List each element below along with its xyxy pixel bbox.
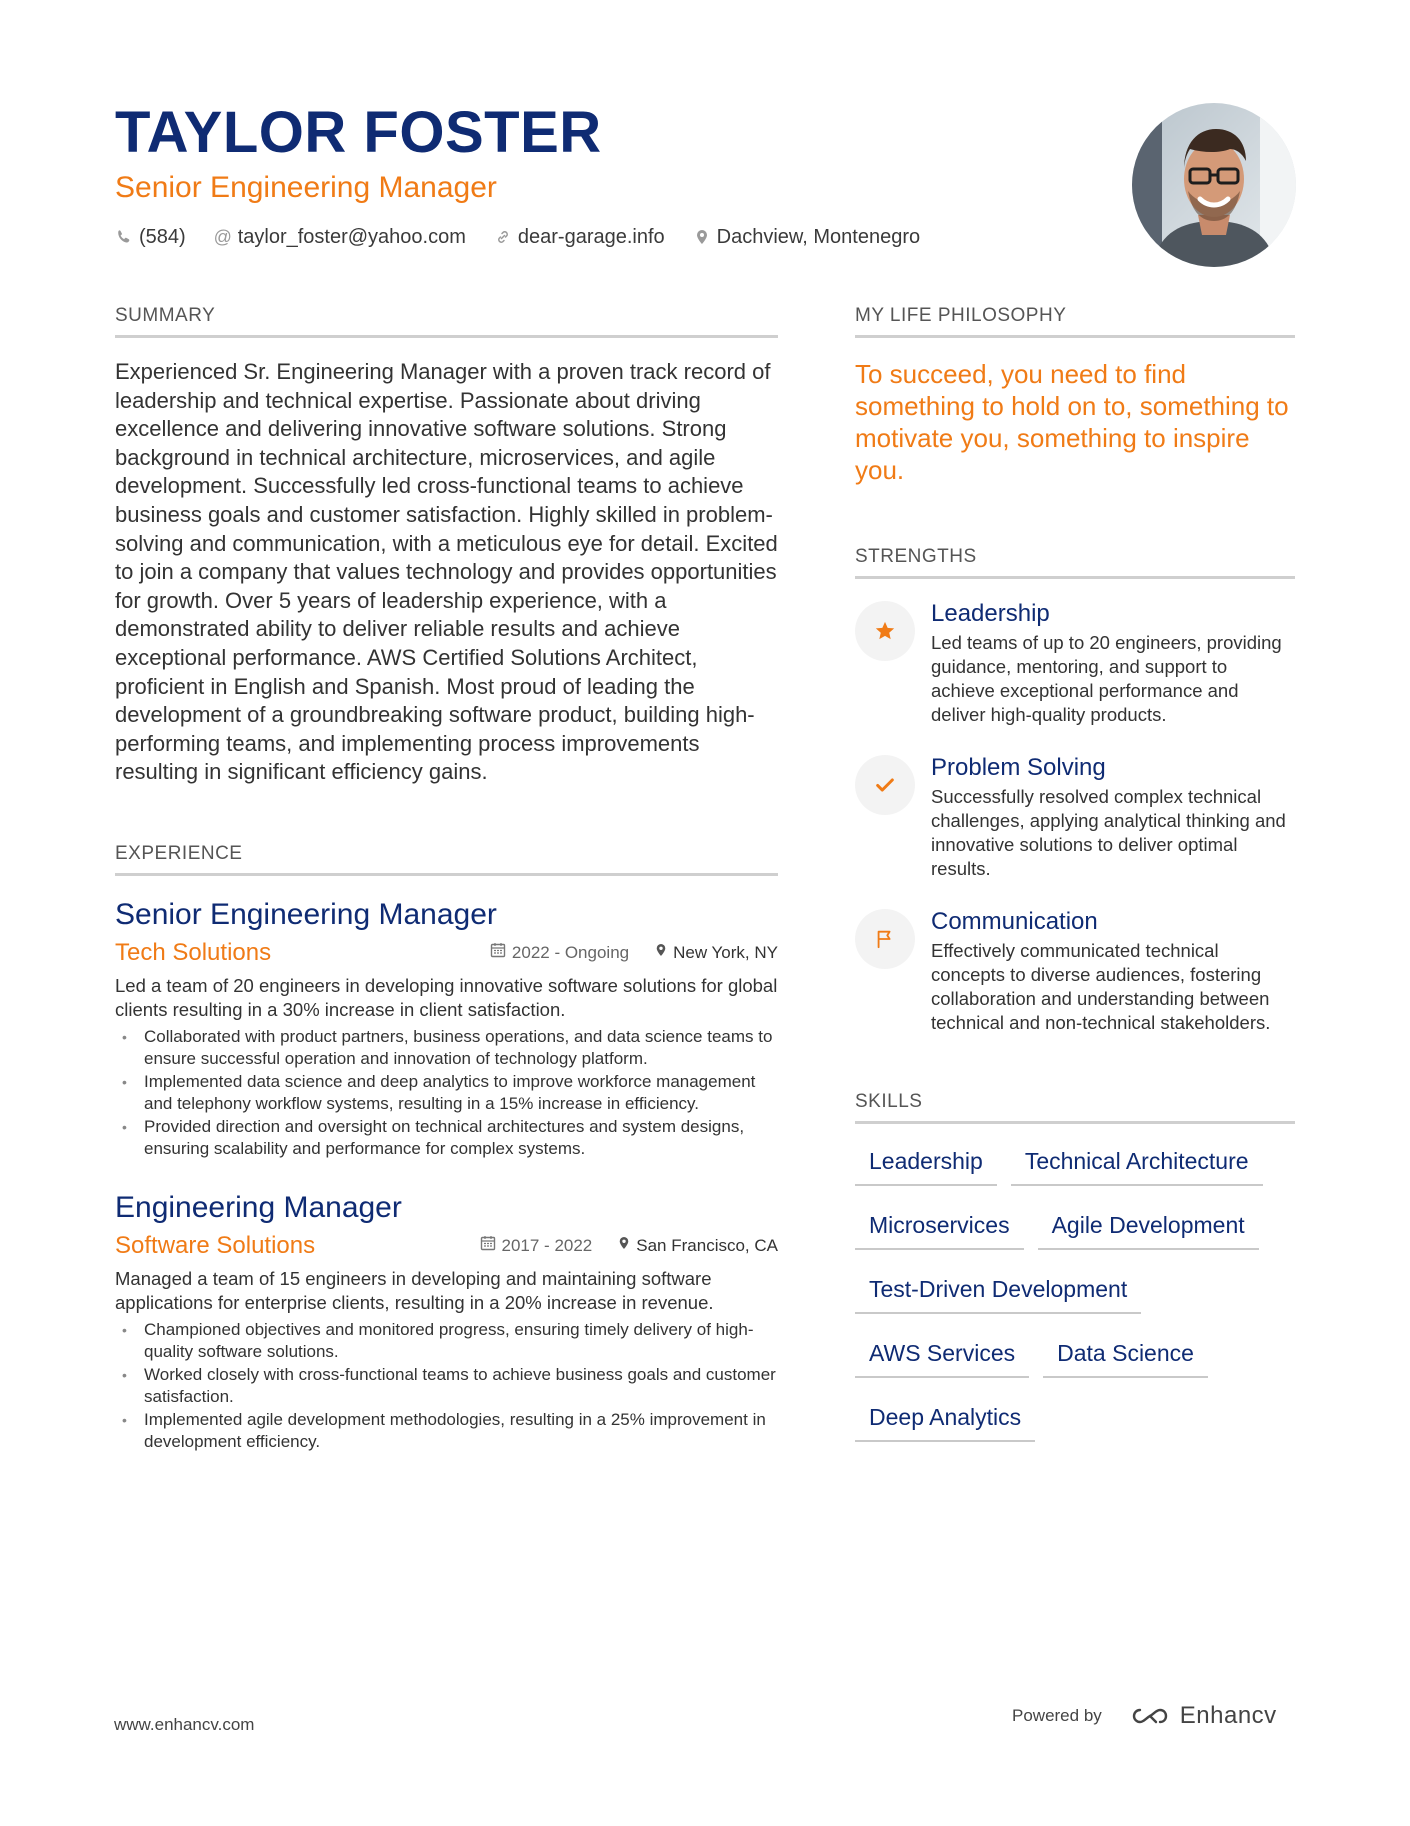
avatar	[1132, 103, 1296, 267]
skill-tag: AWS Services	[855, 1332, 1029, 1378]
contact-phone[interactable]	[115, 224, 186, 250]
enhancv-logo	[1128, 1702, 1277, 1730]
strength-item	[855, 753, 1295, 881]
strength-item	[855, 907, 1295, 1035]
job-meta	[480, 1235, 778, 1256]
skills-list	[855, 1140, 1295, 1460]
bullet-item: • Championed objectives and monitored progress, ensuring timely delivery of high-quality software solutions.	[115, 1319, 778, 1364]
skill-tag: Data Science	[1043, 1332, 1208, 1378]
brand-name: Enhancv	[1179, 1702, 1277, 1729]
job-description: Managed a team of 15 engineers in developing and maintaining software applications for enterprise clients, resulting in a 20% increase in revenue.	[115, 1267, 714, 1313]
bullet-item: • Implemented data science and deep analytics to improve workforce management and telephony workflow systems, resulting in a 15% increase in efficiency.	[115, 1071, 778, 1116]
contact-bar	[115, 224, 1295, 250]
job-dates: 2017 - 2022	[501, 1235, 593, 1255]
right-column	[855, 303, 1295, 1460]
website-text: dear-garage.info	[517, 226, 665, 248]
location-text: Dachview, Montenegro	[716, 226, 921, 248]
bullet-item: • Worked closely with cross-functional teams to achieve business goals and customer satisfaction.	[115, 1364, 778, 1409]
company-name: Tech Solutions	[115, 938, 272, 966]
bullet-item: • Provided direction and oversight on technical architectures and system designs, ensuring scalability and performance for complex systems.	[115, 1116, 778, 1161]
phone-icon	[115, 229, 133, 245]
skills-section	[855, 1089, 1295, 1460]
job-bullets	[115, 1026, 778, 1161]
link-icon	[494, 229, 512, 245]
star-icon	[855, 601, 915, 661]
strengths-heading: STRENGTHS	[855, 544, 1295, 579]
contact-location	[693, 224, 920, 250]
skill-tag: Test-Driven Development	[855, 1268, 1141, 1314]
skill-tag: Deep Analytics	[855, 1396, 1035, 1442]
job-location: New York, NY	[673, 942, 778, 962]
left-column	[115, 303, 778, 1454]
strength-title: Communication	[931, 908, 1098, 935]
philosophy-section	[855, 303, 1295, 486]
contact-website[interactable]	[494, 224, 665, 250]
experience-heading: EXPERIENCE	[115, 841, 778, 876]
job-location: San Francisco, CA	[636, 1235, 778, 1255]
job-meta-row	[115, 938, 778, 968]
at-sign-icon: @	[213, 227, 232, 247]
location-pin-icon	[693, 229, 711, 245]
summary-section	[115, 303, 778, 787]
skill-tag: Agile Development	[1038, 1204, 1259, 1250]
summary-text: Experienced Sr. Engineering Manager with a proven track record of leadership and technical expertise. Passionate about driving excellence and delivering innovative software solutions. Strong background in technical architecture, microservices, and agile development. Successfully led cross-functional teams to achieve business goals and customer satisfaction. Highly skilled in problem-solving and communication, with a meticulous eye for detail. Excited to join a company that values technology and provides opportunities for growth. Over 5 years of leadership experience, with a demonstrated ability to deliver reliable results and achieve exceptional performance. AWS Certified Solutions Architect, proficient in English and Spanish. Most proud of leading the development of a groundbreaking software product, building high-performing teams, and implementing process improvements resulting in significant efficiency gains.	[115, 359, 778, 785]
strength-description: Effectively communicated technical concepts to diverse audiences, fostering collaboration and understanding between technical and non-technical stakeholders.	[931, 940, 1271, 1033]
strength-title: Problem Solving	[931, 754, 1106, 781]
candidate-title: Senior Engineering Manager	[115, 171, 497, 204]
job-dates: 2022 - Ongoing	[511, 942, 630, 962]
job-title: Senior Engineering Manager	[115, 897, 497, 931]
phone-text: (584)	[139, 226, 186, 248]
location-pin-icon	[655, 942, 667, 963]
job-meta	[490, 942, 778, 963]
philosophy-heading: MY LIFE PHILOSOPHY	[855, 303, 1295, 338]
job-bullets	[115, 1319, 778, 1454]
job-title: Engineering Manager	[115, 1190, 402, 1224]
summary-heading: SUMMARY	[115, 303, 778, 338]
job-entry	[115, 1189, 778, 1454]
strengths-section	[855, 544, 1295, 1035]
footer-branding[interactable]	[1012, 1702, 1277, 1730]
skill-tag: Microservices	[855, 1204, 1024, 1250]
job-description: Led a team of 20 engineers in developing innovative software solutions for global clients resulting in a 30% increase in client satisfaction.	[115, 974, 778, 1020]
experience-section	[115, 841, 778, 1454]
strength-item	[855, 599, 1295, 727]
location-pin-icon	[618, 1235, 630, 1256]
candidate-name: TAYLOR FOSTER	[115, 100, 602, 165]
calendar-icon	[480, 1235, 496, 1256]
bullet-item: • Collaborated with product partners, business operations, and data science teams to ensure successful operation and innovation of technology platform.	[115, 1026, 778, 1071]
strength-description: Led teams of up to 20 engineers, providing guidance, mentoring, and support to achieve exceptional performance and deliver high-quality products.	[931, 632, 1282, 725]
strength-description: Successfully resolved complex technical challenges, applying analytical thinking and innovative solutions to deliver optimal results.	[931, 786, 1286, 879]
strength-title: Leadership	[931, 600, 1050, 627]
job-entry	[115, 896, 778, 1161]
calendar-icon	[490, 942, 506, 963]
flag-icon	[855, 909, 915, 969]
skill-tag: Technical Architecture	[1011, 1140, 1263, 1186]
skills-heading: SKILLS	[855, 1089, 1295, 1124]
job-meta-row	[115, 1231, 778, 1261]
company-name: Software Solutions	[115, 1231, 316, 1259]
resume-header	[115, 100, 1295, 250]
contact-email[interactable]	[214, 224, 466, 250]
email-text: taylor_foster@yahoo.com	[237, 226, 466, 248]
powered-by-label: Powered by	[1012, 1706, 1102, 1725]
philosophy-quote: To succeed, you need to find something to hold on to, something to motivate you, something to inspire you.	[855, 359, 1289, 485]
enhancv-logo-icon	[1128, 1704, 1172, 1728]
checkmark-icon	[855, 755, 915, 815]
bullet-item: • Implemented agile development methodologies, resulting in a 25% improvement in development efficiency.	[115, 1409, 778, 1454]
footer-website[interactable]: www.enhancv.com	[114, 1715, 255, 1734]
skill-tag: Leadership	[855, 1140, 997, 1186]
